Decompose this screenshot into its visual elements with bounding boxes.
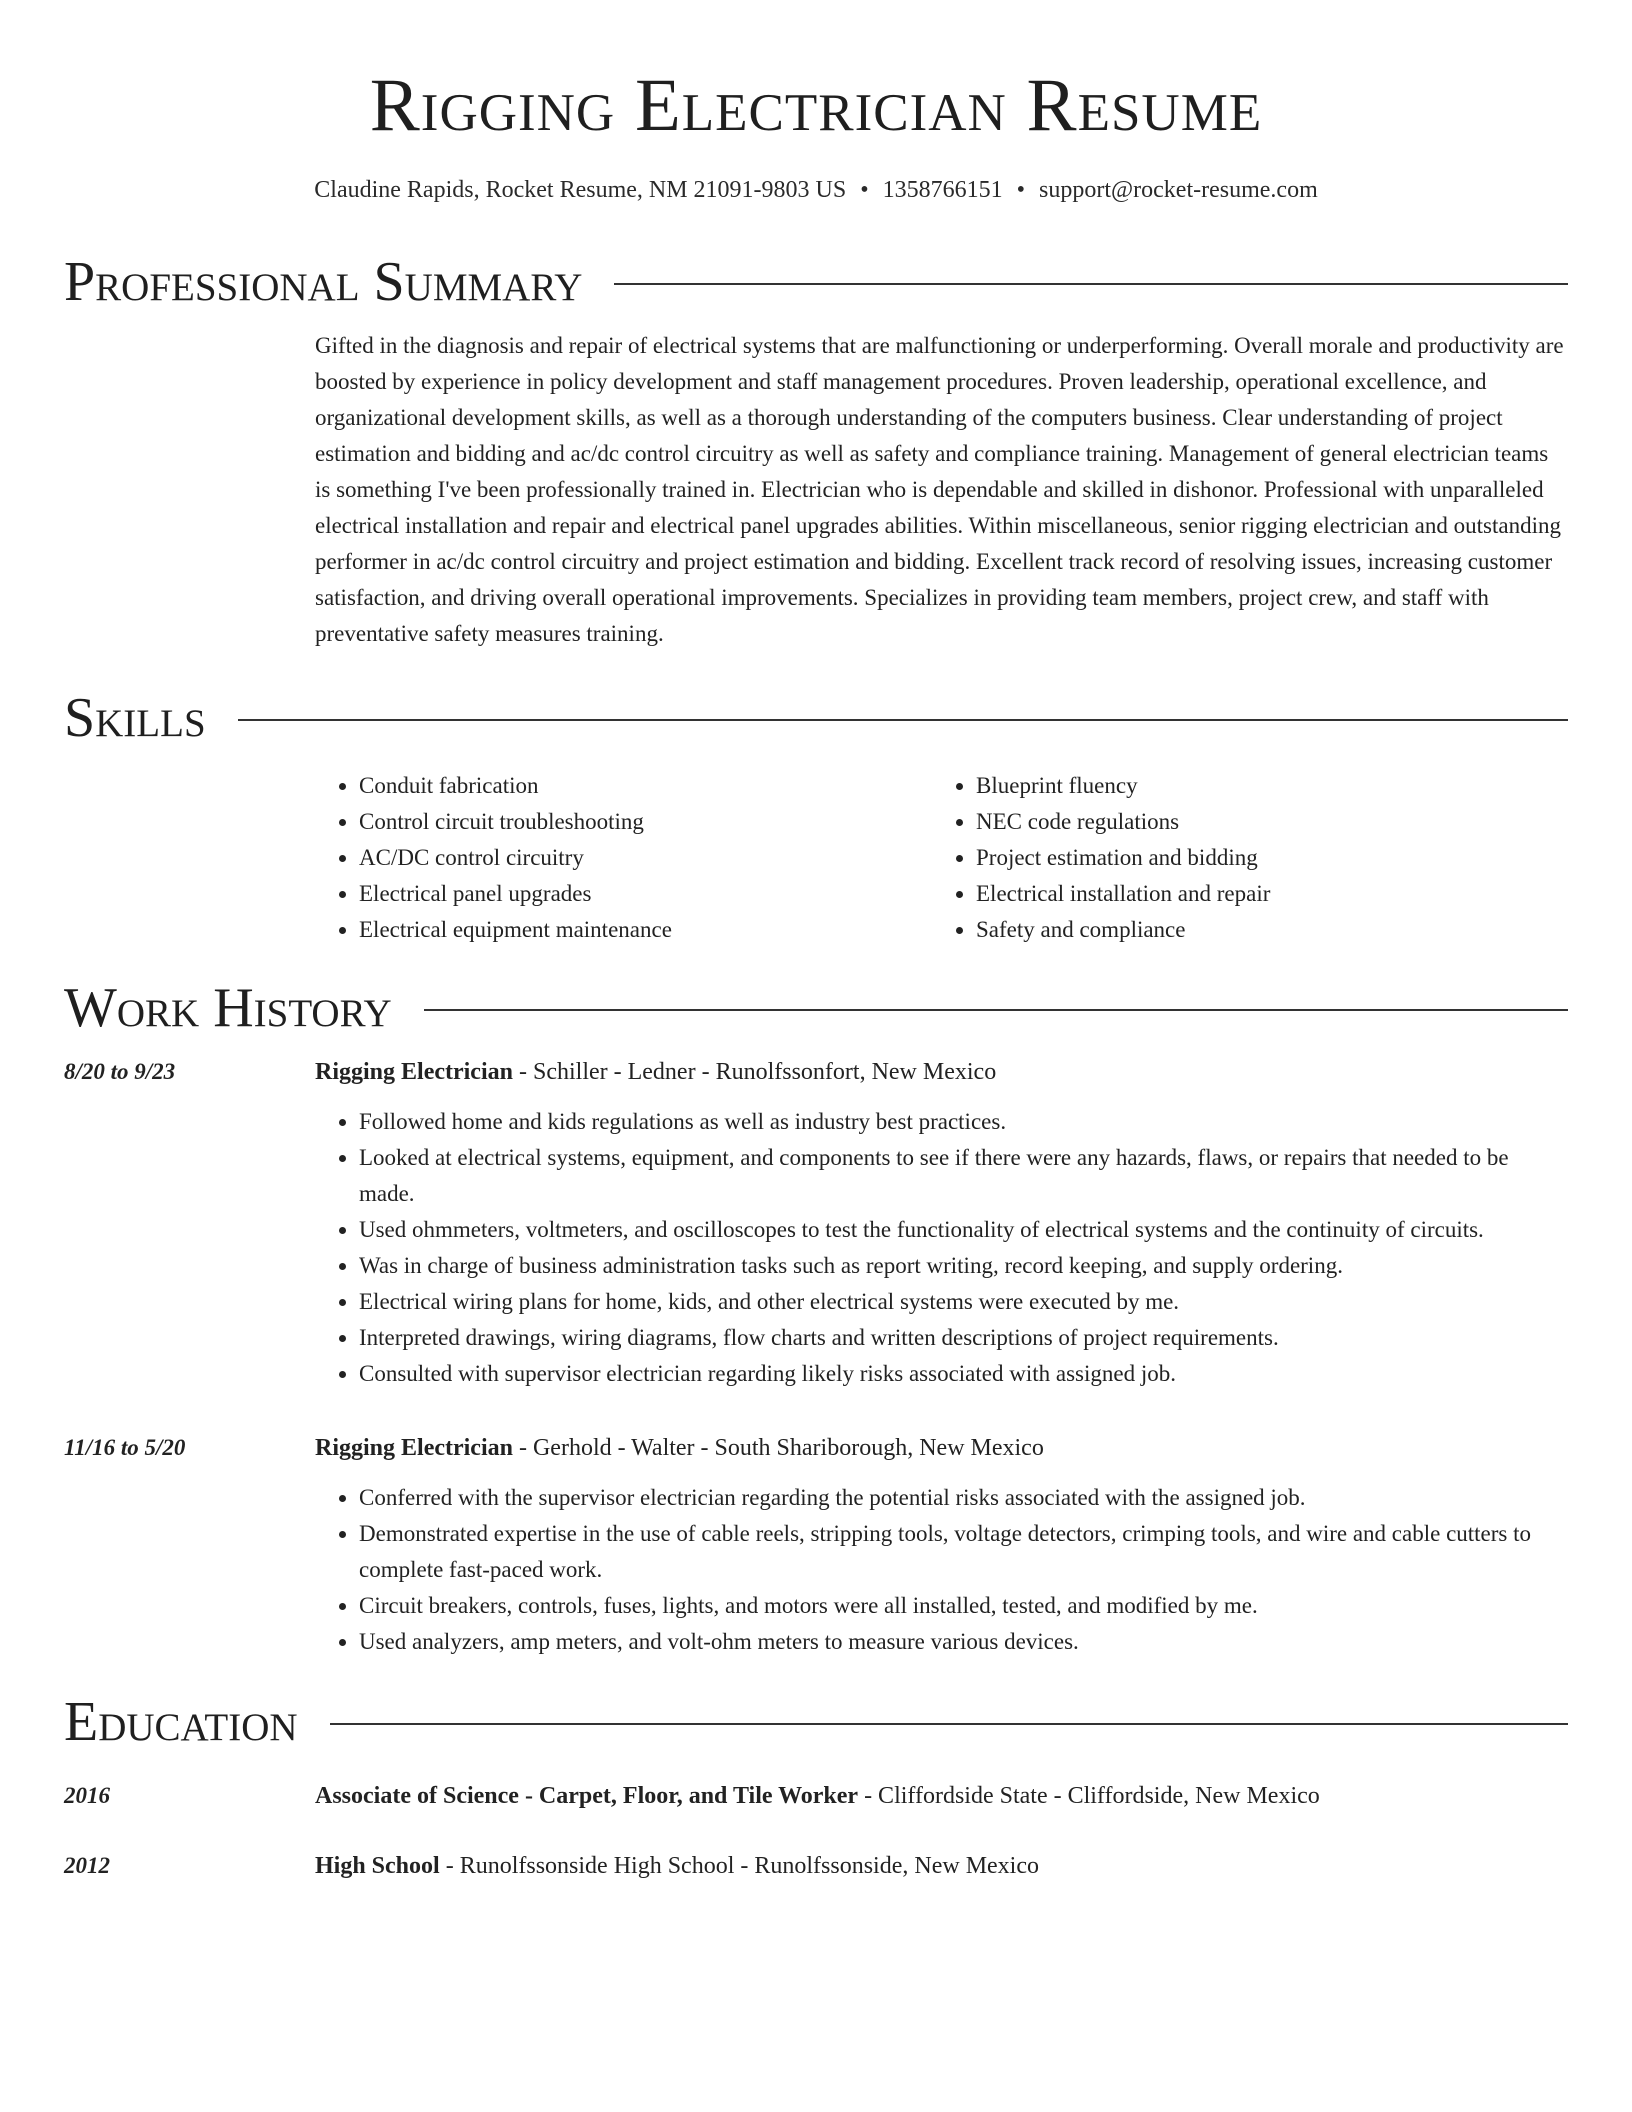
job-title: Rigging Electrician: [315, 1059, 513, 1085]
skills-heading: Skills: [64, 687, 206, 749]
job-bullet: • Was in charge of business administration tasks such as report writing, record keeping, and supply ordering.: [359, 1248, 1568, 1284]
job-bullet: • Circuit breakers, controls, fuses, lights, and motors were all installed, tested, and modified by me.: [359, 1588, 1568, 1624]
education-body: [315, 1848, 1568, 1884]
education-section-header: [64, 1690, 1568, 1754]
job-details: - Schiller - Ledner - Runolfssonfort, New Mexico: [512, 1059, 997, 1085]
skill-item: • Electrical equipment maintenance: [359, 912, 932, 948]
contact-separator: •: [1016, 177, 1026, 203]
summary-heading: Professional Summary: [64, 251, 583, 313]
job-bullet: • Electrical wiring plans for home, kids, and other electrical systems were executed by me.: [359, 1284, 1568, 1320]
skill-item: • AC/DC control circuitry: [359, 840, 932, 876]
section-divider: [330, 1723, 1568, 1725]
job-bullet: • Followed home and kids regulations as well as industry best practices.: [359, 1104, 1568, 1140]
skill-item: • Control circuit troubleshooting: [359, 804, 932, 840]
skills-section-header: [64, 686, 1568, 750]
job-entry: [64, 1054, 1568, 1392]
job-body: [315, 1430, 1568, 1660]
job-entry: [64, 1430, 1568, 1660]
skill-item: • Safety and compliance: [976, 912, 1549, 948]
job-title: Rigging Electrician: [315, 1435, 513, 1461]
job-body: [315, 1054, 1568, 1392]
education-body: [315, 1778, 1568, 1814]
skill-item: • Conduit fabrication: [359, 768, 932, 804]
skill-item: • Electrical installation and repair: [976, 876, 1549, 912]
contact-phone: 1358766151: [882, 177, 1003, 203]
job-heading: [315, 1430, 1568, 1466]
job-bullets: [315, 1480, 1568, 1660]
resume-title: Rigging Electrician Resume: [369, 64, 1263, 147]
job-bullet: • Demonstrated expertise in the use of cable reels, stripping tools, voltage detectors, crimping tools, and wire and cable cutters to complete fast-paced work.: [359, 1516, 1568, 1588]
skill-item: • Blueprint fluency: [976, 768, 1549, 804]
section-divider: [424, 1009, 1568, 1011]
education-year: 2012: [64, 1853, 110, 1878]
job-bullet: • Used analyzers, amp meters, and volt-ohm meters to measure various devices.: [359, 1624, 1568, 1660]
education-details: - Runolfssonside High School - Runolfssonside, New Mexico: [439, 1853, 1039, 1879]
section-divider: [614, 283, 1568, 285]
job-dates: 8/20 to 9/23: [64, 1059, 176, 1084]
job-dates: 11/16 to 5/20: [64, 1435, 186, 1460]
education-entry: [64, 1778, 1568, 1814]
contact-separator: •: [860, 177, 869, 203]
skill-item: • NEC code regulations: [976, 804, 1549, 840]
contact-address: Claudine Rapids, Rocket Resume, NM 21091-9803 US: [314, 177, 847, 203]
education-degree: High School: [315, 1853, 440, 1879]
job-bullets: [315, 1104, 1568, 1392]
work-heading: Work History: [64, 977, 392, 1039]
skill-item: • Project estimation and bidding: [976, 840, 1549, 876]
job-bullet: • Conferred with the supervisor electrician regarding the potential risks associated with the assigned job.: [359, 1480, 1568, 1516]
education-degree: Associate of Science - Carpet, Floor, and Tile Worker: [315, 1783, 859, 1809]
job-bullet: • Used ohmmeters, voltmeters, and oscilloscopes to test the functionality of electrical systems and the continuity of circuits.: [359, 1212, 1568, 1248]
skill-item: • Electrical panel upgrades: [359, 876, 932, 912]
contact-line: [64, 174, 1568, 206]
skills-list: [315, 768, 1568, 948]
section-divider: [238, 719, 1568, 721]
work-section-header: [64, 976, 1568, 1040]
resume-page: [64, 0, 1568, 1884]
job-bullet: • Looked at electrical systems, equipment, and components to see if there were any hazards, flaws, or repairs that needed to be made.: [359, 1140, 1568, 1212]
job-heading: [315, 1054, 1568, 1090]
summary-section-header: [64, 250, 1568, 314]
education-heading: Education: [64, 1691, 298, 1753]
contact-email: support@rocket-resume.com: [1039, 177, 1318, 203]
education-entry: [64, 1848, 1568, 1884]
job-bullet: • Consulted with supervisor electrician regarding likely risks associated with assigned job.: [359, 1356, 1568, 1392]
education-details: - Cliffordside State - Cliffordside, New Mexico: [858, 1783, 1320, 1809]
job-bullet: • Interpreted drawings, wiring diagrams, flow charts and written descriptions of project requirements.: [359, 1320, 1568, 1356]
skills-column-left: [315, 768, 932, 948]
education-year: 2016: [64, 1783, 110, 1808]
job-details: - Gerhold - Walter - South Shariborough, New Mexico: [512, 1435, 1044, 1461]
skills-column-right: [932, 768, 1549, 948]
summary-text: Gifted in the diagnosis and repair of electrical systems that are malfunctioning or underperforming. Overall morale and productivity are boosted by experience in policy development and staff management procedures. Proven leadership, operational excellence, and organizational development skills, as well as a thorough understanding of the computers business. Clear understanding of project estimation and bidding and ac/dc control circuitry as well as safety and compliance training. Management of general electrician teams is something I've been professionally trained in. Electrician who is dependable and skilled in dishonor. Professional with unparalleled electrical installation and repair and electrical panel upgrades abilities. Within miscellaneous, senior rigging electrician and outstanding performer in ac/dc control circuitry and project estimation and bidding. Excellent track record of resolving issues, increasing customer satisfaction, and driving overall operational improvements. Specializes in providing team members, project crew, and staff with preventative safety measures training.: [315, 333, 1564, 646]
